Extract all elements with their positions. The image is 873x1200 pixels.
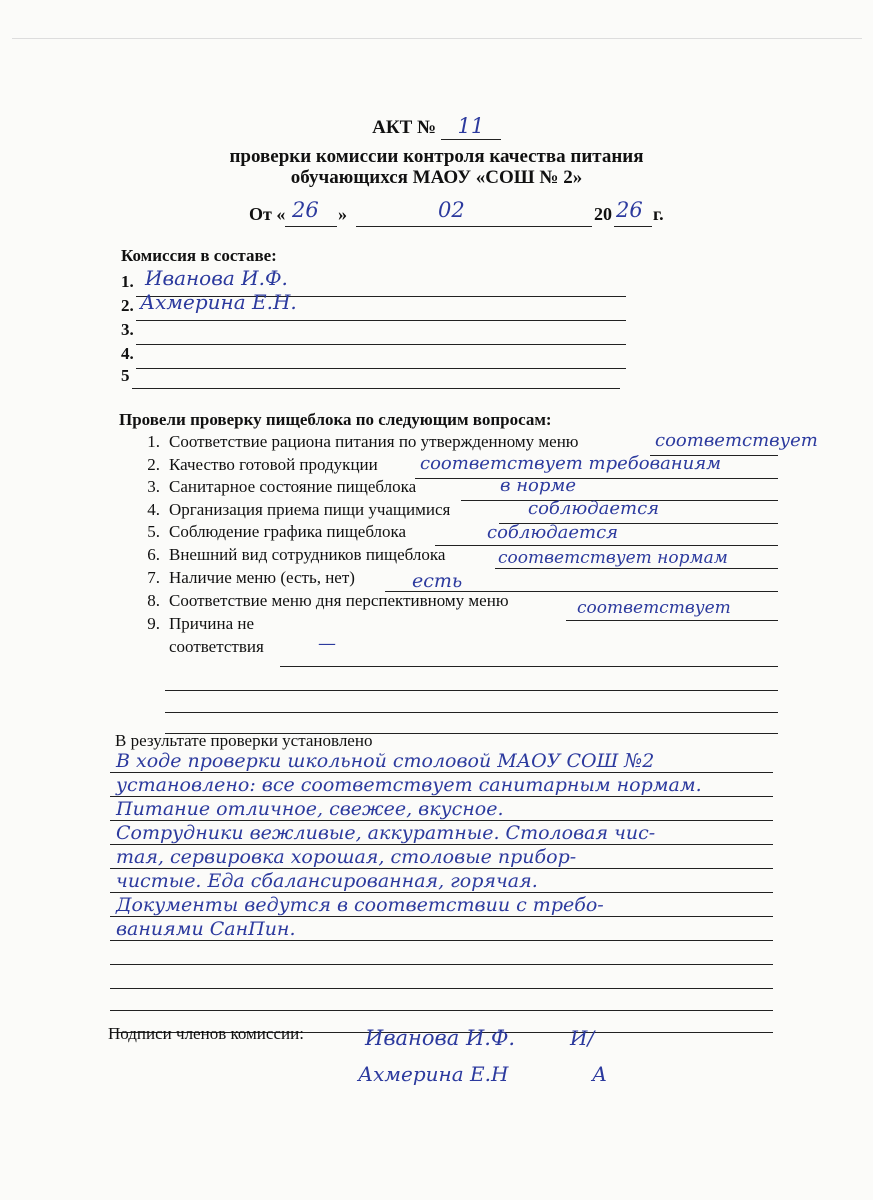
answer-text[interactable]: соответствует нормам — [498, 548, 728, 568]
result-line[interactable] — [110, 988, 773, 989]
result-text-line[interactable]: Документы ведутся в соответствии с требо- — [116, 894, 604, 916]
result-line — [110, 796, 773, 797]
year-prefix: 20 — [594, 204, 612, 224]
question-text: Соответствие рациона питания по утвержденному меню — [169, 432, 579, 451]
result-text-line[interactable]: В ходе проверки школьной столовой МАОУ СОШ №2 — [116, 750, 655, 772]
member-number: 1. — [121, 272, 134, 291]
question-number: 4. — [147, 500, 160, 519]
result-text-line[interactable]: Питание отличное, свежее, вкусное. — [116, 798, 504, 820]
signature-2[interactable]: Ахмерина Е.Н — [358, 1062, 509, 1086]
year-underline — [614, 226, 652, 227]
member-line[interactable] — [132, 388, 620, 389]
answer-line — [415, 478, 778, 479]
day-underline — [285, 226, 337, 227]
answer-line — [495, 568, 778, 569]
result-line — [110, 772, 773, 773]
date-day[interactable]: 26 — [292, 198, 319, 222]
signature-1[interactable]: Иванова И.Ф. — [365, 1026, 516, 1050]
question-text: Наличие меню (есть, нет) — [169, 568, 355, 587]
result-text-line[interactable]: ваниями СанПин. — [116, 918, 296, 940]
question-number: 7. — [147, 568, 160, 587]
date-close: » — [338, 204, 347, 224]
member-name[interactable]: Иванова И.Ф. — [145, 266, 288, 290]
answer-text[interactable]: есть — [412, 570, 463, 592]
result-line — [110, 844, 773, 845]
question-number: 3. — [147, 477, 160, 496]
commission-heading: Комиссия в составе: — [121, 246, 277, 265]
scan-edge-line — [12, 38, 862, 39]
year-end: г. — [653, 204, 664, 224]
question-text: Качество готовой продукции — [169, 455, 378, 474]
result-text-line[interactable]: тая, сервировка хорошая, столовые прибор- — [116, 846, 577, 868]
answer-line[interactable] — [165, 712, 778, 713]
question-text: Санитарное состояние пищеблока — [169, 477, 417, 496]
signature-2-mark: А — [592, 1062, 608, 1086]
answer-text[interactable]: соответствует — [577, 598, 731, 618]
question-number: 8. — [147, 591, 160, 610]
title-line-1: проверки комиссии контроля качества питания — [229, 146, 644, 167]
result-text-line[interactable]: установлено: все соответствует санитарным нормам. — [116, 774, 702, 796]
question-number: 9. — [147, 614, 160, 633]
member-number: 5 — [121, 366, 130, 385]
answer-text[interactable]: соблюдается — [487, 522, 619, 543]
question-text: Соблюдение графика пищеблока — [169, 522, 407, 541]
answer-line[interactable] — [165, 690, 778, 691]
result-line[interactable] — [110, 964, 773, 965]
title-line-2: обучающихся МАОУ «СОШ № 2» — [290, 167, 583, 188]
act-title — [0, 114, 873, 140]
answer-line — [566, 620, 778, 621]
date-year[interactable]: 26 — [616, 198, 643, 222]
question-text-continued: соответствия — [169, 637, 264, 656]
member-name[interactable]: Ахмерина Е.Н. — [140, 290, 297, 314]
signature-1-mark: И/ — [570, 1026, 595, 1050]
member-line[interactable] — [136, 368, 626, 369]
result-line — [110, 868, 773, 869]
date-month[interactable]: 02 — [438, 198, 465, 222]
question-number: 2. — [147, 455, 160, 474]
result-line — [110, 892, 773, 893]
question-text: Соответствие меню дня перспективному меню — [169, 591, 509, 610]
answer-line — [435, 545, 778, 546]
member-line[interactable] — [136, 344, 626, 345]
month-underline — [356, 226, 592, 227]
answer-text[interactable]: соответствует — [655, 430, 818, 451]
answer-text[interactable]: соответствует требованиям — [420, 453, 722, 474]
question-text: Внешний вид сотрудников пищеблока — [169, 545, 446, 564]
answer-text[interactable]: соблюдается — [528, 498, 660, 519]
result-text-line[interactable]: чистые. Еда сбалансированная, горячая. — [116, 870, 538, 892]
member-line — [136, 320, 626, 321]
question-number: 5. — [147, 522, 160, 541]
result-text-line[interactable]: Сотрудники вежливые, аккуратные. Столовая чис- — [116, 822, 656, 844]
member-number: 2. — [121, 296, 134, 315]
question-number: 6. — [147, 545, 160, 564]
question-text: Причина не — [169, 614, 255, 633]
question-text: Организация приема пищи учащимися — [169, 500, 451, 519]
result-line — [110, 940, 773, 941]
act-number[interactable]: 11 — [457, 114, 485, 138]
member-number: 4. — [121, 344, 134, 363]
signatures-heading: Подписи членов комиссии: — [108, 1024, 304, 1043]
answer-text[interactable]: — — [318, 633, 336, 654]
inspection-heading: Провели проверку пищеблока по следующим вопросам: — [119, 410, 552, 429]
result-line[interactable] — [110, 1010, 773, 1011]
date-prefix: От « — [249, 204, 286, 224]
question-number: 1. — [147, 432, 160, 451]
result-line — [110, 916, 773, 917]
answer-text[interactable]: в норме — [500, 475, 576, 496]
result-line — [110, 820, 773, 821]
member-number: 3. — [121, 320, 134, 339]
result-heading: В результате проверки установлено — [115, 731, 373, 750]
answer-line — [280, 666, 778, 667]
act-label: АКТ № — [372, 117, 437, 138]
